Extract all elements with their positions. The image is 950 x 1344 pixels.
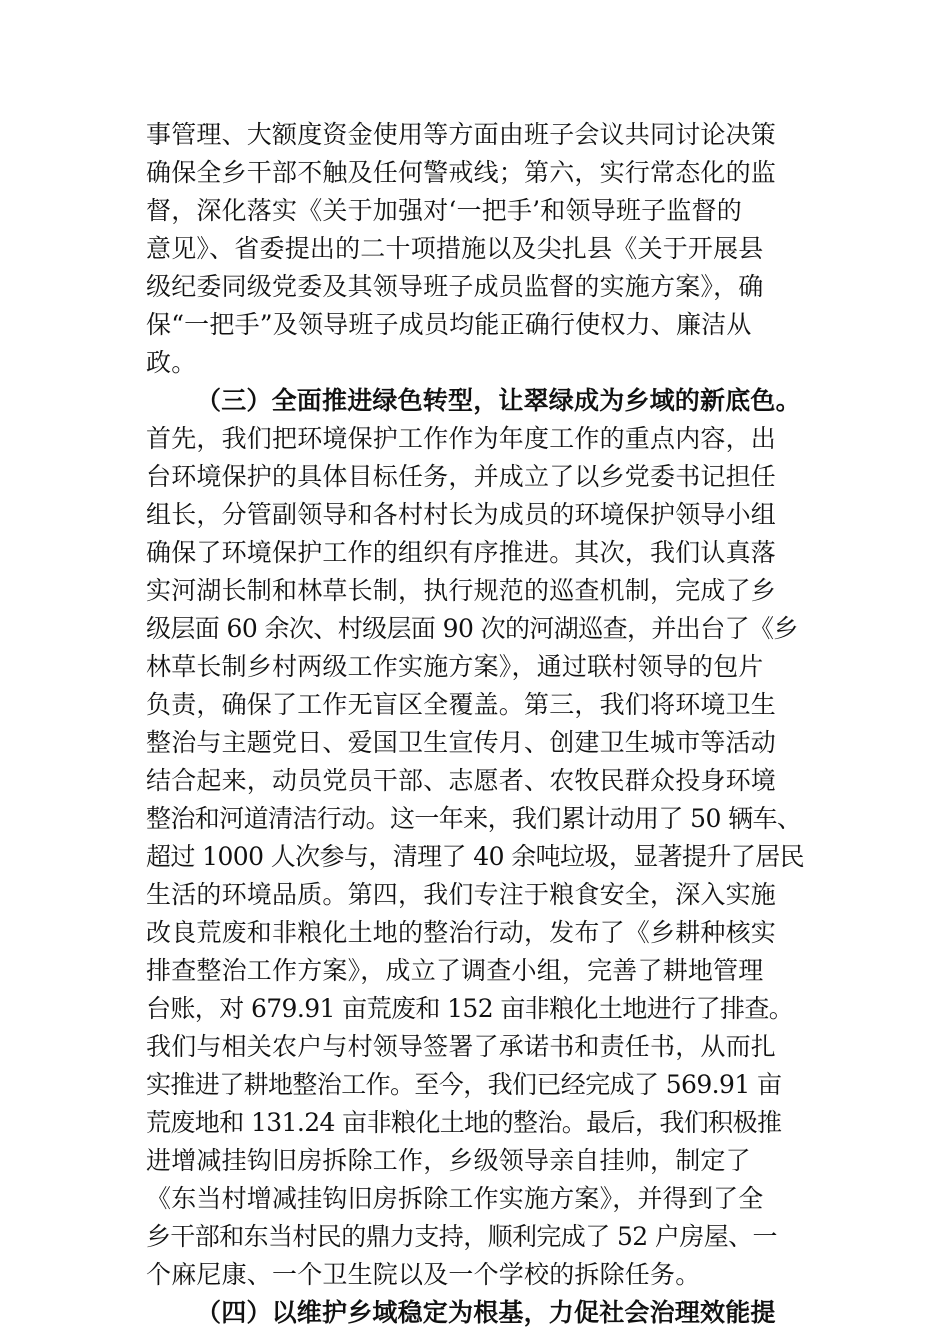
text-line: 进增减挂钩旧房拆除工作，乡级领导亲自挂帅，制定了 [146, 1146, 751, 1175]
text-line: 整治与主题党日、爱国卫生宣传月、创建卫生城市等活动 [146, 728, 777, 757]
text-line: 台环境保护的具体目标任务，并成立了以乡党委书记担任 [146, 462, 777, 491]
text-line: 确保了环境保护工作的组织有序推进。其次，我们认真落 [146, 538, 777, 567]
text-line: 实河湖长制和林草长制，执行规范的巡查机制，完成了乡 [146, 576, 777, 605]
text-line: 个麻尼康、一个卫生院以及一个学校的拆除任务。 [146, 1260, 701, 1289]
text-line: 确保全乡干部不触及任何警戒线；第六，实行常态化的监 [146, 158, 777, 187]
text-line: 荒废地和 131.24 亩非粮化土地的整治。最后，我们积极推 [146, 1108, 782, 1137]
text-line: 排查整治工作方案》，成立了调查小组，完善了耕地管理 [146, 956, 764, 985]
section-heading-3: （三）全面推进绿色转型，让翠绿成为乡域的新底色。 [196, 386, 801, 415]
text-line: 负责，确保了工作无盲区全覆盖。第三，我们将环境卫生 [146, 690, 777, 719]
text-line: 整治和河道清洁行动。这一年来，我们累计动用了 50 辆车、 [146, 804, 802, 833]
text-line: 意见》、省委提出的二十项措施以及尖扎县《关于开展县 [146, 234, 764, 263]
text-line: 政。 [146, 348, 197, 377]
text-line: 超过 1000 人次参与，清理了 40 余吨垃圾，显著提升了居民 [146, 842, 805, 871]
text-line: 结合起来，动员党员干部、志愿者、农牧民群众投身环境 [146, 766, 777, 795]
text-line: 生活的环境品质。第四，我们专注于粮食安全，深入实施 [146, 880, 777, 909]
text-line: 乡干部和东当村民的鼎力支持，顺利完成了 52 户房屋、一 [146, 1222, 777, 1251]
text-line: 级纪委同级党委及其领导班子成员监督的实施方案》，确 [146, 272, 764, 301]
text-line: 保“一把手”及领导班子成员均能正确行使权力、廉洁从 [146, 310, 752, 339]
text-line: 组长，分管副领导和各村村长为成员的环境保护领导小组 [146, 500, 777, 529]
text-line: 林草长制乡村两级工作实施方案》，通过联村领导的包片 [146, 652, 764, 681]
text-line: 改良荒废和非粮化土地的整治行动，发布了《乡耕种核实 [146, 918, 777, 947]
text-line: 实推进了耕地整治工作。至今，我们已经完成了 569.91 亩 [146, 1070, 782, 1099]
text-line: 级层面 60 余次、村级层面 90 次的河湖巡查，并出台了《乡 [146, 614, 798, 643]
text-line: 首先，我们把环境保护工作作为年度工作的重点内容，出 [146, 424, 777, 453]
text-line: 我们与相关农户与村领导签署了承诺书和责任书，从而扎 [146, 1032, 777, 1061]
text-line: 《东当村增减挂钩旧房拆除工作实施方案》，并得到了全 [146, 1184, 764, 1213]
section-heading-4: （四）以维护乡域稳定为根基，力促社会治理效能提 [196, 1298, 776, 1327]
text-line: 事管理、大额度资金使用等方面由班子会议共同讨论决策 [146, 120, 777, 149]
text-line: 台账，对 679.91 亩荒废和 152 亩非粮化土地进行了排查。 [146, 994, 794, 1023]
text-line: 督，深化落实《关于加强对‘一把手’和领导班子监督的 [146, 196, 742, 225]
